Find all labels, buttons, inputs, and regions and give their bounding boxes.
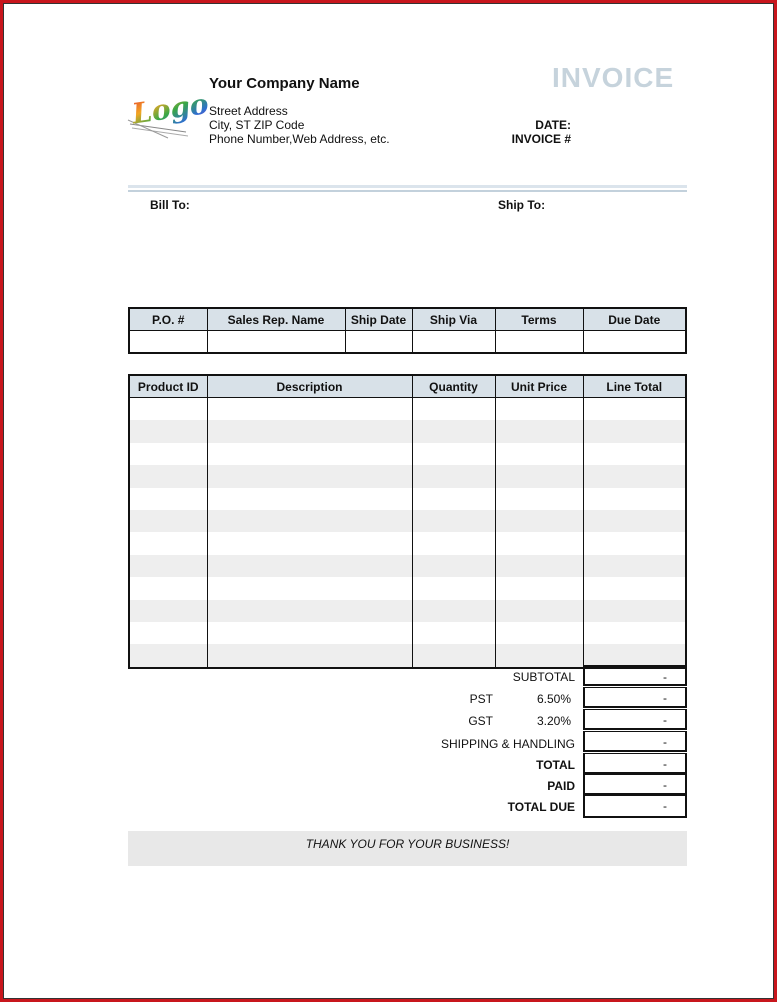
unit-price-cell[interactable]	[495, 532, 583, 554]
line-total-cell[interactable]	[583, 532, 686, 554]
product-id-cell[interactable]	[129, 577, 207, 599]
quantity-cell[interactable]	[412, 420, 495, 442]
total-due-value: -	[583, 795, 687, 818]
quantity-cell[interactable]	[412, 465, 495, 487]
city-state-zip: City, ST ZIP Code	[209, 118, 305, 132]
description-cell[interactable]	[207, 488, 412, 510]
due-date-cell[interactable]	[583, 331, 686, 354]
pst-value: -	[583, 687, 687, 708]
product-id-cell[interactable]	[129, 510, 207, 532]
description-cell[interactable]	[207, 510, 412, 532]
description-header: Description	[207, 375, 412, 398]
subtotal-value: -	[583, 665, 687, 686]
line-total-cell[interactable]	[583, 398, 686, 421]
description-cell[interactable]	[207, 443, 412, 465]
quantity-cell[interactable]	[412, 532, 495, 554]
quantity-cell[interactable]	[412, 644, 495, 667]
description-cell[interactable]	[207, 420, 412, 442]
company-logo	[128, 80, 211, 140]
ship-date-cell[interactable]	[345, 331, 412, 354]
ship-via-cell[interactable]	[412, 331, 495, 354]
line-total-cell[interactable]	[583, 622, 686, 644]
quantity-cell[interactable]	[412, 555, 495, 577]
quantity-cell[interactable]	[412, 510, 495, 532]
line-items-table	[128, 374, 687, 669]
unit-price-cell[interactable]	[495, 465, 583, 487]
quantity-cell[interactable]	[412, 622, 495, 644]
shipping-handling-value: -	[583, 731, 687, 752]
terms-cell[interactable]	[495, 331, 583, 354]
product-id-cell[interactable]	[129, 622, 207, 644]
date-label: DATE:	[535, 118, 571, 132]
description-cell[interactable]	[207, 555, 412, 577]
description-cell[interactable]	[207, 577, 412, 599]
unit-price-cell[interactable]	[495, 644, 583, 667]
bill-to-label: Bill To:	[150, 198, 190, 212]
line-total-cell[interactable]	[583, 488, 686, 510]
line-item-row	[129, 420, 686, 442]
due-date-header: Due Date	[583, 308, 686, 331]
company-name: Your Company Name	[209, 75, 360, 92]
line-total-header: Line Total	[583, 375, 686, 398]
quantity-header: Quantity	[412, 375, 495, 398]
unit-price-cell[interactable]	[495, 600, 583, 622]
line-total-cell[interactable]	[583, 420, 686, 442]
product-id-cell[interactable]	[129, 532, 207, 554]
po-number-header: P.O. #	[129, 308, 207, 331]
unit-price-cell[interactable]	[495, 488, 583, 510]
terms-header: Terms	[495, 308, 583, 331]
product-id-cell[interactable]	[129, 420, 207, 442]
product-id-cell[interactable]	[129, 398, 207, 421]
sales-rep-cell[interactable]	[207, 331, 345, 354]
line-item-row	[129, 443, 686, 465]
quantity-cell[interactable]	[412, 488, 495, 510]
gst-rate: 3.20%	[536, 714, 571, 728]
invoice-number-label: INVOICE #	[511, 132, 571, 146]
po-number-cell[interactable]	[129, 331, 207, 354]
description-cell[interactable]	[207, 532, 412, 554]
product-id-cell[interactable]	[129, 465, 207, 487]
paid-label: PAID	[547, 779, 575, 793]
pst-label: PST	[469, 692, 493, 706]
product-id-header: Product ID	[129, 375, 207, 398]
gst-value: -	[583, 709, 687, 730]
quantity-cell[interactable]	[412, 600, 495, 622]
line-item-row	[129, 398, 686, 421]
line-item-row	[129, 510, 686, 532]
quantity-cell[interactable]	[412, 443, 495, 465]
description-cell[interactable]	[207, 465, 412, 487]
line-item-row	[129, 600, 686, 622]
quantity-cell[interactable]	[412, 398, 495, 421]
line-items-body	[129, 398, 686, 668]
subtotal-label: SUBTOTAL	[512, 670, 575, 684]
unit-price-cell[interactable]	[495, 420, 583, 442]
unit-price-cell[interactable]	[495, 577, 583, 599]
description-cell[interactable]	[207, 644, 412, 667]
line-total-cell[interactable]	[583, 443, 686, 465]
line-item-row	[129, 465, 686, 487]
logo-text: Logo	[130, 87, 211, 131]
total-due-label: TOTAL DUE	[507, 800, 575, 814]
line-item-row	[129, 622, 686, 644]
unit-price-cell[interactable]	[495, 510, 583, 532]
contact-info: Phone Number,Web Address, etc.	[209, 132, 390, 146]
order-info-table	[128, 307, 687, 354]
product-id-cell[interactable]	[129, 443, 207, 465]
unit-price-cell[interactable]	[495, 555, 583, 577]
line-total-cell[interactable]	[583, 555, 686, 577]
product-id-cell[interactable]	[129, 600, 207, 622]
thank-you-banner: THANK YOU FOR YOUR BUSINESS!	[128, 831, 687, 866]
line-total-cell[interactable]	[583, 600, 686, 622]
unit-price-cell[interactable]	[495, 443, 583, 465]
description-cell[interactable]	[207, 398, 412, 421]
header-rule-bottom	[128, 190, 687, 192]
product-id-cell[interactable]	[129, 555, 207, 577]
quantity-cell[interactable]	[412, 577, 495, 599]
shipping-handling-label: SHIPPING & HANDLING	[440, 737, 575, 751]
paid-value: -	[583, 774, 687, 795]
unit-price-cell[interactable]	[495, 622, 583, 644]
description-cell[interactable]	[207, 600, 412, 622]
unit-price-cell[interactable]	[495, 398, 583, 421]
ship-to-label: Ship To:	[498, 198, 546, 212]
street-address: Street Address	[209, 104, 288, 118]
total-value: -	[583, 753, 687, 774]
pst-rate: 6.50%	[536, 692, 571, 706]
product-id-cell[interactable]	[129, 644, 207, 667]
line-total-cell[interactable]	[583, 577, 686, 599]
line-total-cell[interactable]	[583, 510, 686, 532]
ship-via-header: Ship Via	[412, 308, 495, 331]
line-item-row	[129, 532, 686, 554]
unit-price-header: Unit Price	[495, 375, 583, 398]
invoice-title: INVOICE	[552, 62, 675, 93]
gst-label: GST	[468, 714, 493, 728]
description-cell[interactable]	[207, 622, 412, 644]
total-label: TOTAL	[536, 758, 575, 772]
sales-rep-header: Sales Rep. Name	[207, 308, 345, 331]
header-rule-top	[128, 185, 687, 188]
ship-date-header: Ship Date	[345, 308, 412, 331]
line-item-row	[129, 577, 686, 599]
line-item-row	[129, 555, 686, 577]
product-id-cell[interactable]	[129, 488, 207, 510]
order-info-row	[129, 331, 686, 354]
line-item-row	[129, 488, 686, 510]
line-total-cell[interactable]	[583, 465, 686, 487]
